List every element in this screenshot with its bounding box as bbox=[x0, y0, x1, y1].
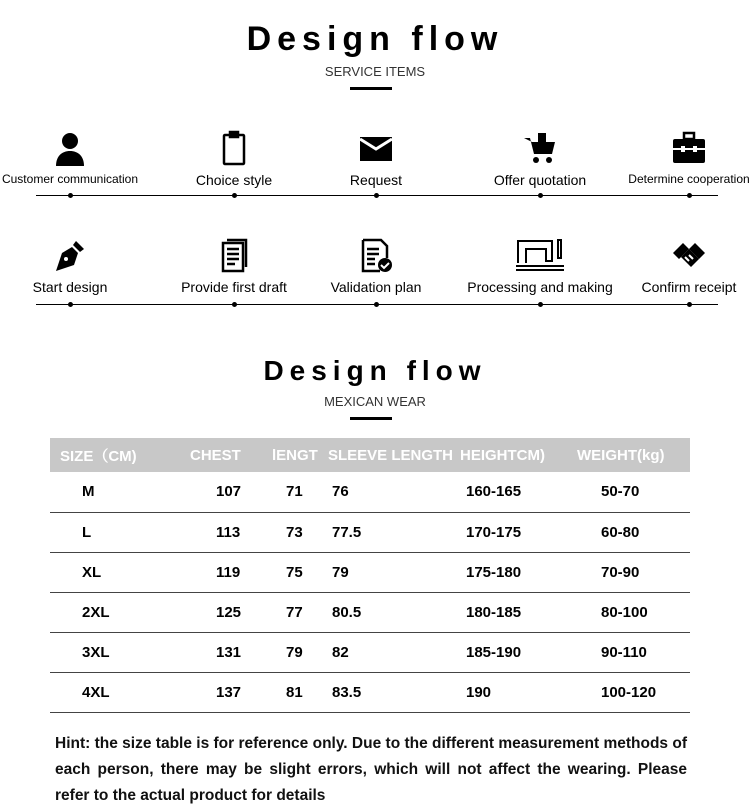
timeline-line bbox=[36, 304, 718, 305]
table-cell: 70-90 bbox=[577, 552, 690, 592]
step-label: Start design bbox=[32, 279, 108, 295]
table-cell: 100-120 bbox=[577, 672, 690, 712]
table-cell: 79 bbox=[328, 552, 460, 592]
table-cell: 107 bbox=[190, 472, 272, 512]
document-check-icon bbox=[301, 237, 451, 273]
table-cell: XL bbox=[50, 552, 190, 592]
table-cell: L bbox=[50, 512, 190, 552]
header-size: SIZE（CM) bbox=[50, 438, 190, 472]
table-cell: 170-175 bbox=[460, 512, 577, 552]
step-customer-communication bbox=[0, 130, 145, 186]
table-cell: 3XL bbox=[50, 632, 190, 672]
step-confirm-receipt bbox=[614, 237, 750, 295]
step-start-design bbox=[0, 237, 145, 295]
table-cell: 185-190 bbox=[460, 632, 577, 672]
table-cell: M bbox=[50, 472, 190, 512]
step-label: Provide first draft bbox=[181, 279, 287, 295]
step-determine-cooperation bbox=[614, 130, 750, 186]
sewing-machine-icon bbox=[465, 237, 615, 273]
table-row bbox=[50, 512, 690, 552]
header-height: HEIGHTCM) bbox=[460, 438, 577, 472]
table-cell: 180-185 bbox=[460, 592, 577, 632]
section-title: Design flow bbox=[246, 20, 504, 58]
table-cell: 175-180 bbox=[460, 552, 577, 592]
table-row bbox=[50, 632, 690, 672]
document-icon bbox=[159, 237, 309, 273]
table-cell: 73 bbox=[272, 512, 328, 552]
table-cell: 77 bbox=[272, 592, 328, 632]
cart-icon bbox=[465, 130, 615, 166]
header-weight: WEIGHT(kg) bbox=[577, 438, 690, 472]
table-cell: 90-110 bbox=[577, 632, 690, 672]
section-subtitle: MEXICAN WEAR bbox=[324, 394, 426, 409]
table-row bbox=[50, 672, 690, 712]
step-label: Determine cooperation bbox=[628, 172, 750, 186]
table-cell: 137 bbox=[190, 672, 272, 712]
table-cell: 119 bbox=[190, 552, 272, 592]
table-cell: 125 bbox=[190, 592, 272, 632]
step-label: Customer communication bbox=[1, 172, 139, 186]
table-cell: 60-80 bbox=[577, 512, 690, 552]
hint-text: Hint: the size table is for reference only. Due to the different measurement methods of each person, there may be slight errors, which will not affect the wearing. Please refer to the actual product for details bbox=[55, 735, 687, 804]
table-cell: 190 bbox=[460, 672, 577, 712]
title-underline bbox=[350, 417, 392, 420]
envelope-icon bbox=[301, 130, 451, 166]
step-choice-style bbox=[159, 130, 309, 188]
table-cell: 113 bbox=[190, 512, 272, 552]
step-label: Processing and making bbox=[467, 279, 613, 295]
table-cell: 82 bbox=[328, 632, 460, 672]
size-table bbox=[50, 438, 690, 713]
table-cell: 76 bbox=[328, 472, 460, 512]
section-title: Design flow bbox=[263, 355, 487, 386]
step-request bbox=[301, 130, 451, 188]
table-cell: 80-100 bbox=[577, 592, 690, 632]
clipboard-icon bbox=[159, 130, 309, 166]
table-cell: 4XL bbox=[50, 672, 190, 712]
table-cell: 75 bbox=[272, 552, 328, 592]
person-icon bbox=[0, 130, 145, 166]
timeline-line bbox=[36, 195, 718, 196]
section-subtitle: SERVICE ITEMS bbox=[324, 64, 426, 79]
header-chest: CHEST bbox=[190, 438, 272, 472]
step-validation-plan bbox=[301, 237, 451, 295]
table-cell: 160-165 bbox=[460, 472, 577, 512]
handshake-icon bbox=[614, 237, 750, 273]
table-cell: 131 bbox=[190, 632, 272, 672]
step-label: Offer quotation bbox=[493, 172, 587, 188]
title-underline bbox=[350, 87, 392, 90]
table-cell: 83.5 bbox=[328, 672, 460, 712]
table-row bbox=[50, 552, 690, 592]
step-provide-first-draft bbox=[159, 237, 309, 295]
table-cell: 80.5 bbox=[328, 592, 460, 632]
step-label: Confirm receipt bbox=[641, 279, 737, 295]
table-cell: 81 bbox=[272, 672, 328, 712]
briefcase-icon bbox=[614, 130, 750, 166]
step-label: Validation plan bbox=[330, 279, 422, 295]
step-label: Choice style bbox=[195, 172, 273, 188]
step-label: Request bbox=[349, 172, 403, 188]
table-cell: 50-70 bbox=[577, 472, 690, 512]
header-sleeve-length: SLEEVE LENGTH bbox=[328, 438, 460, 472]
table-cell: 71 bbox=[272, 472, 328, 512]
step-offer-quotation bbox=[465, 130, 615, 188]
step-processing-and-making bbox=[465, 237, 615, 295]
table-cell: 77.5 bbox=[328, 512, 460, 552]
pen-nib-icon bbox=[0, 237, 145, 273]
table-row bbox=[50, 472, 690, 512]
table-cell: 2XL bbox=[50, 592, 190, 632]
table-cell: 79 bbox=[272, 632, 328, 672]
table-row bbox=[50, 592, 690, 632]
header-length: lENGT bbox=[272, 438, 328, 472]
table-header-row bbox=[50, 438, 690, 472]
